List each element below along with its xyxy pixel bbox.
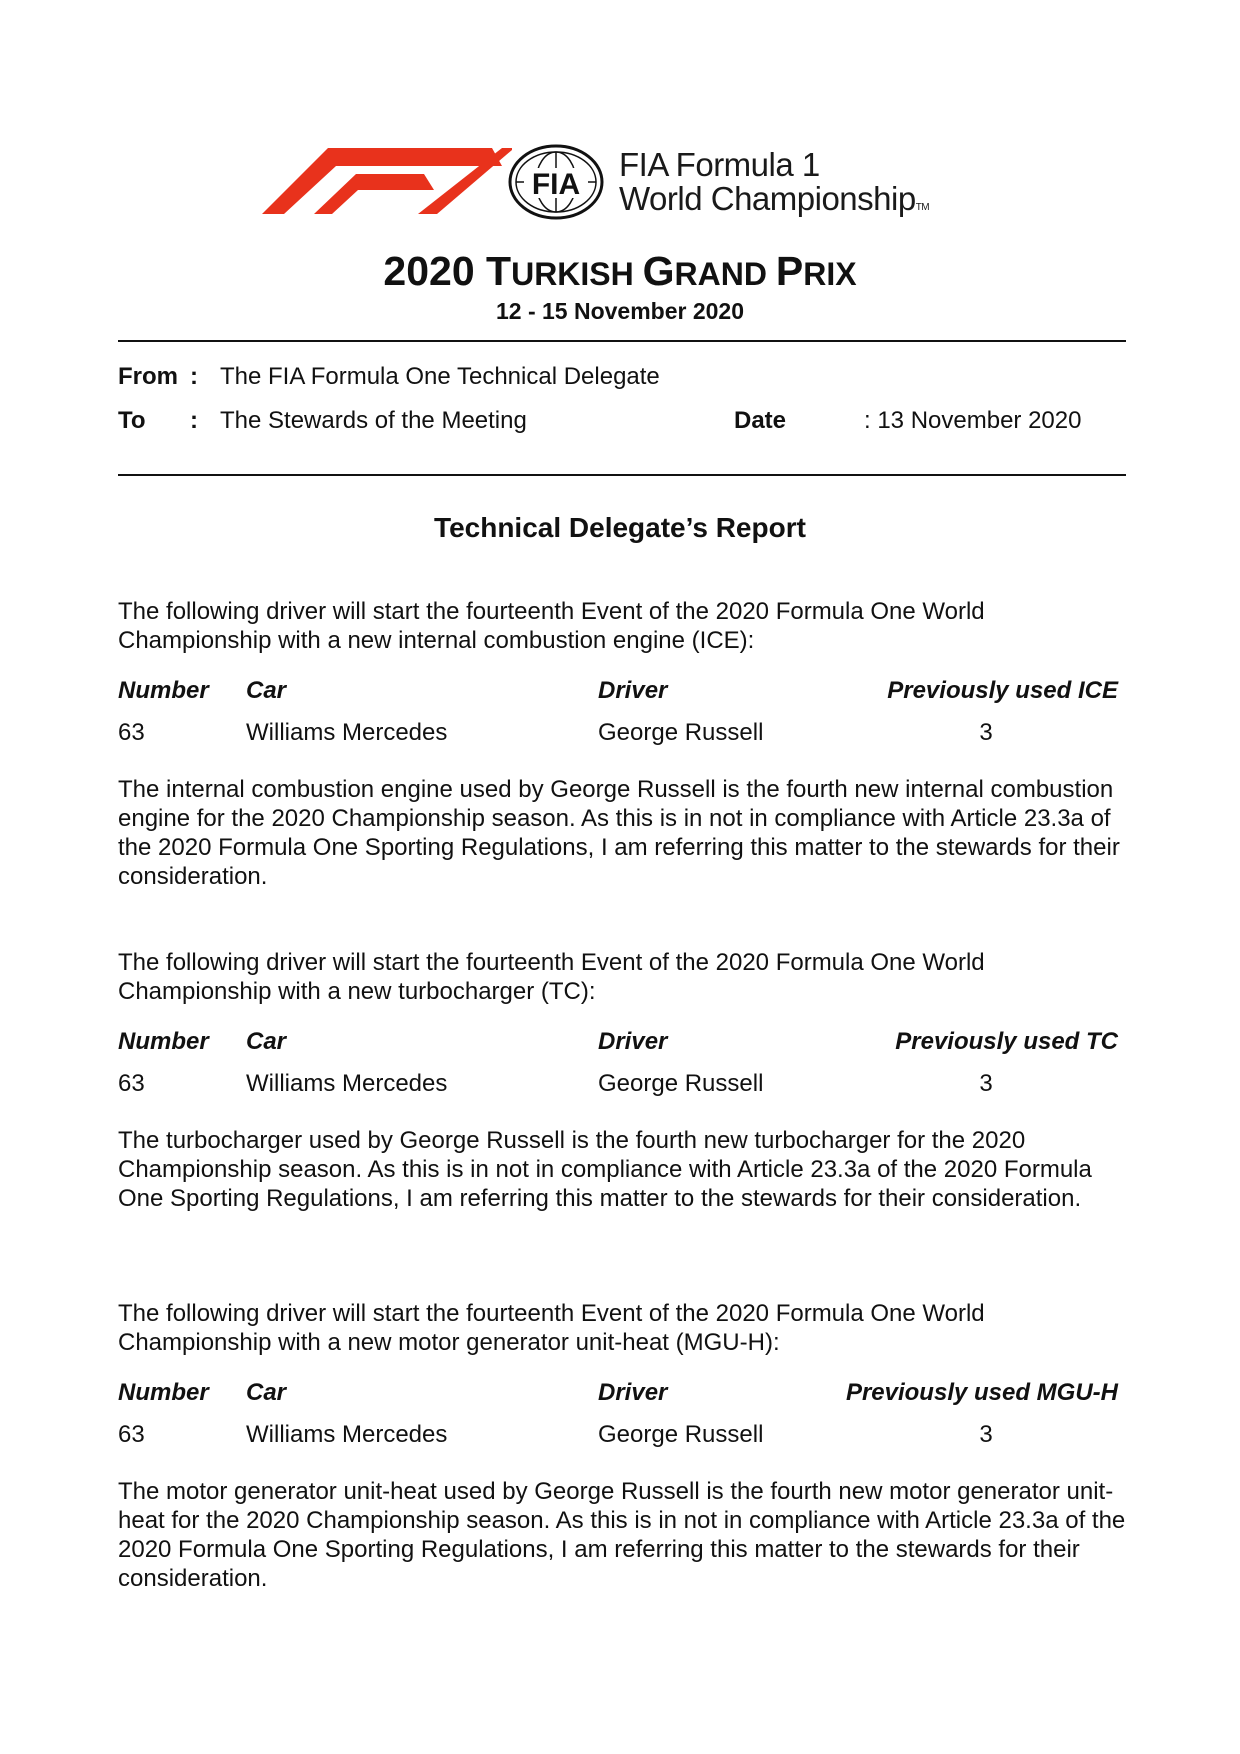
svg-text:FIA: FIA <box>531 168 581 201</box>
section-mguh-row-car: Williams Mercedes <box>246 1421 448 1448</box>
section-ice-row-number: 63 <box>118 719 145 746</box>
title-rand: RAND <box>674 256 776 292</box>
section-ice-row-car: Williams Mercedes <box>246 719 448 746</box>
date-label: Date <box>734 407 787 434</box>
section-tc-row-driver: George Russell <box>598 1070 764 1097</box>
section-mguh-header-prev: Previously used MGU-H <box>845 1379 1118 1406</box>
section-tc-row-car: Williams Mercedes <box>246 1070 448 1097</box>
to-value: The Stewards of the Meeting <box>220 407 527 434</box>
fia-f1-logo <box>262 140 1002 230</box>
from-colon: : <box>190 363 198 390</box>
title-g: G <box>642 248 675 294</box>
section-tc-row-prev: 3 <box>979 1070 993 1097</box>
section-tc-header-prev: Previously used TC <box>895 1028 1118 1055</box>
section-tc-header-car: Car <box>246 1028 287 1055</box>
section-ice-header-driver: Driver <box>598 677 668 704</box>
from-value: The FIA Formula One Technical Delegate <box>220 363 660 390</box>
section-ice-row-prev: 3 <box>979 719 993 746</box>
section-mguh-row-number: 63 <box>118 1421 145 1448</box>
from-label: From <box>118 363 178 390</box>
date-value: : 13 November 2020 <box>864 407 1082 434</box>
section-mguh-header-number: Number <box>118 1379 209 1406</box>
trademark: TM <box>915 202 930 213</box>
title-p: P <box>775 248 804 294</box>
section-mguh-header-driver: Driver <box>598 1379 668 1406</box>
event-dates: 12 - 15 November 2020 <box>495 298 745 324</box>
brand-wordmark <box>619 148 929 216</box>
section-mguh-header-car: Car <box>246 1379 287 1406</box>
section-mguh-row-driver: George Russell <box>598 1421 764 1448</box>
section-tc-row-number: 63 <box>118 1070 145 1097</box>
section-ice-header-car: Car <box>246 677 287 704</box>
title-t: T <box>486 248 512 294</box>
to-colon: : <box>190 407 198 434</box>
report-title: Technical Delegate’s Report <box>434 512 806 543</box>
section-tc-intro: The following driver will start the fourteenth Event of the 2020 Formula One World Championship with a new turbocharger (TC): <box>118 949 985 1005</box>
event-year: 2020 <box>383 248 475 294</box>
section-tc-body: The turbocharger used by George Russell is the fourth new turbocharger for the 2020 Championship season. As this is in not in compliance with Article 23.3a of the 2020 Formula One Sporting Regulations, I am referring this matter to the stewards for their consideration. <box>118 1127 1092 1212</box>
title-urkish: URKISH <box>511 256 643 292</box>
section-mguh-body: The motor generator unit-heat used by George Russell is the fourth new motor generator unit-heat for the 2020 Championship season. As this is in not in compliance with Article 23.3a of the 2020 Formula One Sporting Regulations, I am referring this matter to the stewards for their consideration. <box>118 1478 1126 1592</box>
divider-top <box>118 340 1126 342</box>
divider-bottom <box>118 474 1126 476</box>
section-ice-row-driver: George Russell <box>598 719 764 746</box>
fia-globe-badge-icon <box>508 144 604 220</box>
title-rix: RIX <box>803 256 857 292</box>
section-mguh-row-prev: 3 <box>979 1421 993 1448</box>
section-ice-intro: The following driver will start the fourteenth Event of the 2020 Formula One World Championship with a new internal combustion engine (ICE): <box>118 598 985 654</box>
brand-line-1: FIA Formula 1 <box>619 146 820 183</box>
f1-logo-mark-icon <box>262 148 512 214</box>
section-ice-header-prev: Previously used ICE <box>887 677 1118 704</box>
brand-line-2-text: World Championship <box>619 180 916 217</box>
section-ice-body: The internal combustion engine used by George Russell is the fourth new internal combustion engine for the 2020 Championship season. As this is in not in compliance with Article 23.3a of the 2020 Formula One Sporting Regulations, I am referring this matter to the stewards for their consideration. <box>118 776 1120 890</box>
section-mguh-intro: The following driver will start the fourteenth Event of the 2020 Formula One World Championship with a new motor generator unit-heat (MGU-H): <box>118 1300 985 1356</box>
to-label: To <box>118 407 146 434</box>
brand-line-2 <box>619 182 929 216</box>
section-tc-header-driver: Driver <box>598 1028 668 1055</box>
section-tc-header-number: Number <box>118 1028 209 1055</box>
event-title <box>0 247 1240 298</box>
section-ice-header-number: Number <box>118 677 209 704</box>
